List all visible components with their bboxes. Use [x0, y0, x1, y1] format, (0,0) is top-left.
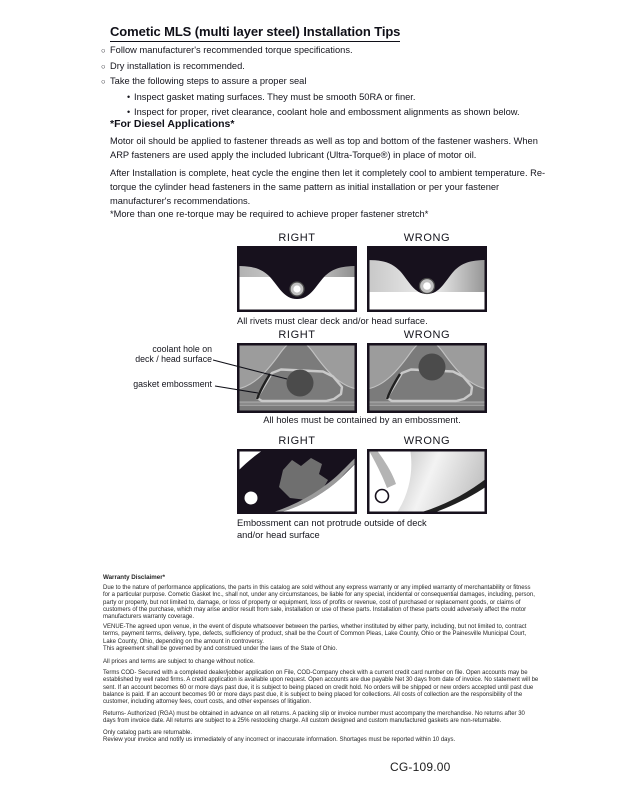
governing-law-line: This agreement shall be governed by and construed under the laws of the State of Ohio. [103, 646, 338, 652]
rivet-right-diagram [237, 246, 357, 312]
circle-bullet-icon: ○ [101, 77, 106, 86]
diesel-paragraph-oil: Motor oil should be applied to fastener threads as well as top and bottom of the fastener washers. When ARP fasteners are used apply the included lubricant (Ultra-Torque®) in place of motor oil. [110, 136, 538, 160]
right-label: RIGHT [278, 435, 316, 447]
bullet-text: Follow manufacturer's recommended torque specifications. [110, 45, 353, 55]
circle-bullet-icon: ○ [101, 46, 106, 55]
sub-bullet-text: Inspect for proper, rivet clearance, coolant hole and embossment alignments as shown below. [134, 107, 520, 117]
row3-caption: Embossment can not protrude outside of deck and/or head surface [237, 518, 427, 540]
right-label: RIGHT [278, 232, 316, 244]
venue-paragraph: VENUE-The agreed upon venue, in the event of dispute whatsoever between the parties, whether instituted by either party, including, but not limited to, contract terms, payment terms, delivery, type, defects, sufficiency of product, shall be the Court of Common Pleas, Lake County, Ohio or the Painesville Municipal Court, Lake County, Ohio, depending on the amount in controversy. [103, 624, 527, 645]
bolt-hole [245, 492, 258, 505]
bullet-item [101, 74, 520, 90]
right-label: RIGHT [278, 329, 316, 341]
circle-bullet-icon: ○ [101, 61, 106, 71]
embossment-wrong-diagram [367, 449, 487, 514]
row2-caption: All holes must be contained by an embossment. [263, 415, 461, 425]
warranty-disclaimer-heading: Warranty Disclaimer* [103, 574, 166, 581]
bullet-text: Dry installation is recommended. [110, 60, 245, 71]
wrong-label: WRONG [403, 329, 451, 341]
deck-surface [369, 292, 485, 310]
coolant-hole-label: coolant hole on deck / head surface [135, 344, 212, 364]
row1-caption: All rivets must clear deck and/or head surface. [237, 316, 428, 326]
gasket-embossment-label: gasket embossment [133, 379, 212, 389]
bolt-hole [376, 490, 389, 503]
page-title: Cometic MLS (multi layer steel) Installation Tips [110, 24, 400, 42]
only-catalog-line: Only catalog parts are returnable. [103, 730, 193, 736]
prices-line: All prices and terms are subject to change without notice. [103, 659, 255, 665]
rivet-wrong-diagram [367, 246, 487, 312]
wrong-label: WRONG [403, 232, 451, 244]
sub-bullet-text: Inspect gasket mating surfaces. They must be smooth 50RA or finer. [134, 91, 416, 102]
returns-paragraph: Returns- Authorized (RGA) must be obtained in advance on all returns. A packing slip or invoice number must accompany the merchandise. No returns after 30 days from invoice date. All returns are subject to a 25% restocking charge. All custom designed and custom manufactured gaskets are non-returnable. [103, 711, 525, 725]
sub-bullet-item [101, 90, 520, 106]
review-invoice-line: Review your invoice and notify us immediately of any incorrect or inaccurate information. Shortages must be reported within 10 days. [103, 737, 456, 743]
tips-list [101, 43, 520, 121]
bullet-item [101, 43, 520, 59]
wrong-label: WRONG [403, 435, 451, 447]
bullet-text: Take the following steps to assure a proper seal [110, 76, 307, 86]
dot-bullet-icon: • [127, 91, 131, 102]
bullet-item [101, 59, 520, 75]
retorque-note: *More than one re-torque may be required to achieve proper fastener stretch* [110, 209, 429, 219]
coolant-hole [419, 354, 446, 381]
diesel-heading: *For Diesel Applications* [110, 118, 235, 130]
embossment-right-diagram [237, 449, 357, 514]
terms-paragraph: Terms COD- Secured with a completed dealer/jobber application on File, COD-Company check with a current credit card number on file. Open accounts may be established by well rated firms. A credit application is available upon request. Open accounts are due payable Net 30 days from date of invoice. No statement will be sent. If an account becomes 60 or more days past due, it is subject to being placed on credit hold. No orders will be shipped or new orders accepted until past due balance is paid. If an account becomes 90 or more days past due, it is subject to being placed for collections. All costs of collection are the responsibility of the customer, including attorney fees, court costs, and other expenses of litigation. [103, 670, 539, 706]
page-code: CG-109.00 [390, 760, 451, 774]
leader-lines [100, 330, 400, 435]
dot-bullet-icon: • [127, 107, 131, 117]
warranty-paragraph: Due to the nature of performance applications, the parts in this catalog are sold without any express warranty or any implied warranty of merchantability or fitness for a particular purpose. Cometic Gasket Inc., shall not, under any circumstances, be liable for any special, incidental or consequential damages, including, person, party or property, but not limited to, damage, or loss of property or equipment, loss of profits or revenue, cost of purchased or replacement goods, or claims of customers of the purchase, which may arise and/or result from sale, installation or use of these parts. Installation of these parts could adversely affect the motor manufacturers warranty coverage. [103, 585, 535, 621]
diesel-paragraph-heat-cycle: After Installation is complete, heat cycle the engine then let it completely cool to ambient temperature. Re-torque the cylinder head fasteners in the same pattern as initial installation or per your fastener manufacturer's recommendations. [110, 168, 546, 206]
